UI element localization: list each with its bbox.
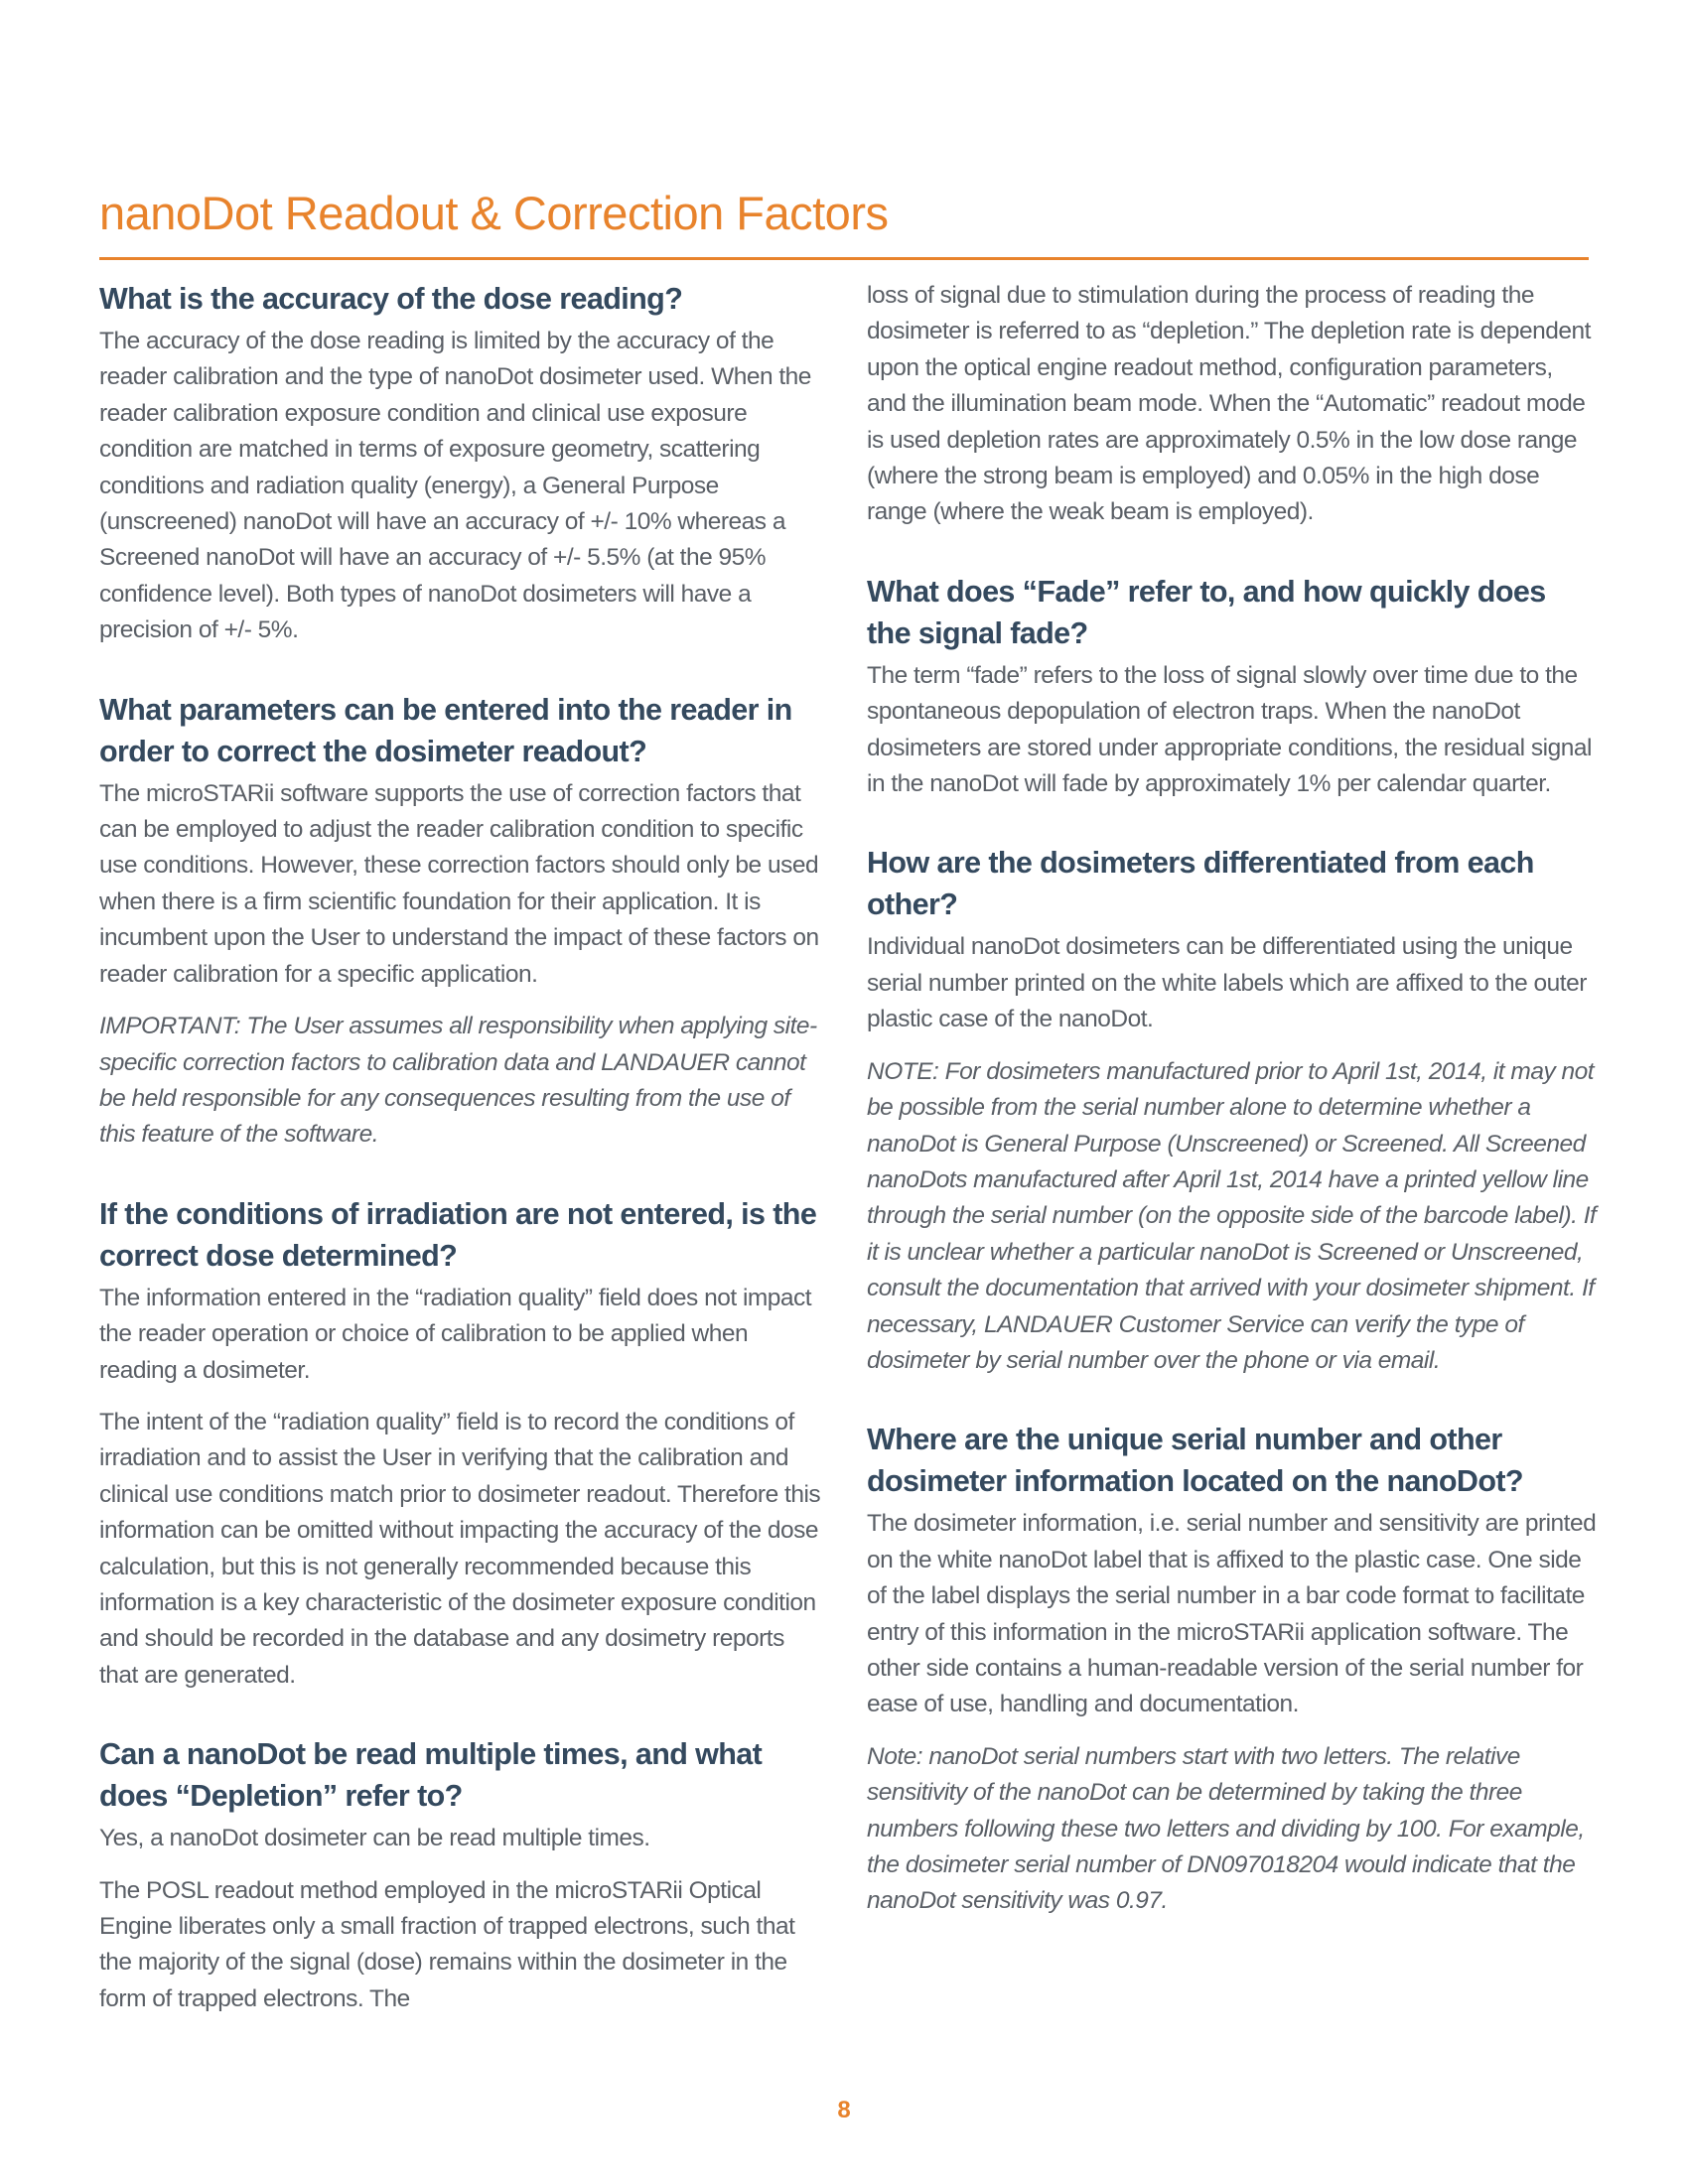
left-column [99,278,829,2017]
faq-heading: What is the accuracy of the dose reading? [99,282,683,316]
faq-heading: If the conditions of irradiation are not entered, is the correct dose determined? [99,1196,817,1273]
faq-heading: Where are the unique serial number and other dosimeter information located on the nanoDot? [867,1423,1523,1499]
faq-accuracy [99,278,829,649]
continued-text: loss of signal due to stimulation during the process of reading the dosimeter is referred to as “depletion.” The depletion rate is dependent upon the optical engine readout method, configuration parameters, and the illumination beam mode. When the “Automatic” readout mode is used depletion rates are approximately 0.5% in the low dose range (where the strong beam is employed) and 0.05% in the high dose range (where the weak beam is employed). [867,282,1591,526]
faq-correction-parameters [99,689,829,1154]
faq-body: The accuracy of the dose reading is limited by the accuracy of the reader calibration and the type of nanoDot dosimeter used. When the reader calibration exposure condition and clinical use exposure condition are matched in terms of exposure geometry, scattering conditions and radiation quality (energy), a General Purpose (unscreened) nanoDot will have an accuracy of +/- 10% whereas a Screened nanoDot will have an accuracy of +/- 5.5% (at the 95% confidence level). Both types of nanoDot dosimeters will have a precision of +/- 5%. [99,328,811,644]
faq-body: The POSL readout method employed in the microSTARii Optical Engine liberates only a small fraction of trapped electrons, such that the majority of the signal (dose) remains within the dosimeter in the form of trapped electrons. The [99,1876,795,2012]
faq-differentiation [867,842,1597,1379]
faq-body: The term “fade” refers to the loss of signal slowly over time due to the spontaneous depopulation of electron traps. When the nanoDot dosimeters are stored under appropriate conditions, the residual signal in the nanoDot will fade by approximately 1% per calendar quarter. [867,661,1592,798]
faq-heading: What parameters can be entered into the reader in order to correct the dosimeter readout? [99,692,792,768]
faq-body: The intent of the “radiation quality” field is to record the conditions of irradiation and to assist the User in verifying that the calibration and clinical use conditions match prior to dosimeter readout. Therefore this information can be omitted without impacting the accuracy of the dose calculation, but this is not generally recommended because this information is a key characteristic of the dosimeter exposure condition and should be recorded in the database and any dosimetry reports that are generated. [99,1408,821,1689]
faq-heading: How are the dosimeters differentiated from each other? [867,846,1534,922]
page-number: 8 [837,2097,851,2123]
faq-fade [867,571,1597,803]
faq-body: The dosimeter information, i.e. serial number and sensitivity are printed on the white nanoDot label that is affixed to the plastic case. One side of the label displays the serial number in a bar code format to facilitate entry of this information in the microSTARii application software. The other side contains a human-readable version of the serial number for ease of use, handling and documentation. [867,1510,1597,1718]
faq-body: Yes, a nanoDot dosimeter can be read multiple times. [99,1825,650,1852]
faq-serial-number-location [867,1419,1597,1919]
important-note: IMPORTANT: The User assumes all responsibility when applying site-specific correction factors to calibration data and LANDAUER cannot be held responsible for any consequences resulting from the use of this feature of the software. [99,1013,817,1149]
note: Note: nanoDot serial numbers start with two letters. The relative sensitivity of the nanoDot can be determined by taking the three numbers following these two letters and dividing by 100. For example, the dosimeter serial number of DN097018204 would indicate that the nanoDot sensitivity was 0.97. [867,1742,1585,1915]
faq-body: Individual nanoDot dosimeters can be differentiated using the unique serial number printed on the white labels which are affixed to the outer plastic case of the nanoDot. [867,933,1587,1033]
faq-depletion [99,1733,829,2017]
faq-irradiation-conditions [99,1193,829,1694]
title-divider [99,257,1589,260]
faq-heading: Can a nanoDot be read multiple times, and what does “Depletion” refer to? [99,1737,763,1814]
faq-body: The microSTARii software supports the use of correction factors that can be employed to adjust the reader calibration condition to specific use conditions. However, these correction factors should only be used when there is a firm scientific foundation for their application. It is incumbent upon the User to understand the impact of these factors on reader calibration for a specific application. [99,779,819,988]
page-title: nanoDot Readout & Correction Factors [99,187,889,239]
right-column [867,278,1597,1920]
faq-heading: What does “Fade” refer to, and how quickly does the signal fade? [867,574,1546,650]
faq-body: The information entered in the “radiation quality” field does not impact the reader operation or choice of calibration to be applied when reading a dosimeter. [99,1284,812,1384]
note: NOTE: For dosimeters manufactured prior to April 1st, 2014, it may not be possible from the serial number alone to determine whether a nanoDot is General Purpose (Unscreened) or Screened. All Screened nanoDots manufactured after April 1st, 2014 have a printed yellow line through the serial number (on the opposite side of the barcode label). If it is unclear whether a particular nanoDot is Screened or Unscreened, consult the documentation that arrived with your dosimeter shipment. If necessary, LANDAUER Customer Service can verify the type of dosimeter by serial number over the phone or via email. [867,1057,1597,1374]
